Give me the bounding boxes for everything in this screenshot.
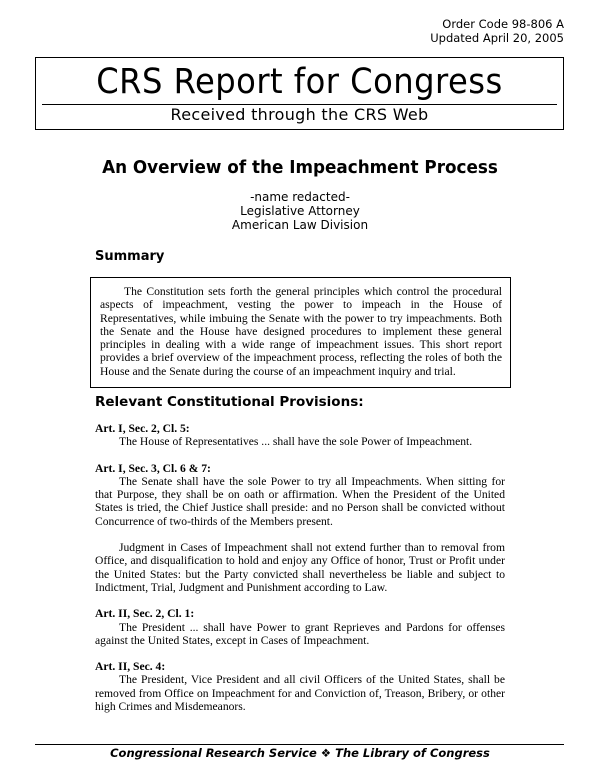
provision-item [95,462,505,595]
provision-item [95,660,505,713]
report-header-title: CRS Report for Congress [96,62,503,102]
provision-item [95,607,505,647]
provisions-heading: Relevant Constitutional Provisions: [95,394,364,410]
diamond-icon: ❖ [320,746,332,760]
updated-date: Updated April 20, 2005 [430,31,564,45]
report-header-box [35,57,564,130]
author-name: -name redacted- [250,190,350,204]
provisions-list [95,422,505,713]
summary-box [90,277,511,388]
provision-text: The House of Representatives ... shall have the sole Power of Impeachment. [119,435,473,449]
provision-label: Art. II, Sec. 2, Cl. 1: [95,607,195,621]
provision-item [95,422,505,449]
author-division: American Law Division [231,218,369,232]
provision-text: The President ... shall have Power to grant Reprieves and Pardons for offenses against the United States, except in Cases of Impeachment. [95,620,505,647]
provision-label: Art. I, Sec. 3, Cl. 6 & 7: [95,461,211,475]
summary-heading: Summary [95,249,165,264]
footer-left-text: Congressional Research Service [110,746,317,760]
footer-divider [35,744,564,745]
footer-right-text: The Library of Congress [335,746,490,760]
provision-label: Art. II, Sec. 4: [95,660,166,674]
provision-text: The Senate shall have the sole Power to try all Impeachments. When sitting for that Purpose, they shall be on oath or affirmation. When the President of the United States is tried, the Chief Justice shall preside: and no Person shall be convicted without Concurrence of two-thirds of the Members present. [95,474,505,528]
order-info [430,17,564,45]
report-header-subtitle: Received through the CRS Web [170,105,429,124]
page-footer [0,746,600,760]
summary-text: The Constitution sets forth the general principles which control the procedural aspects of impeachment, vesting the power to impeach in the House of Representatives, while imbuing the Senate with the power to try impeachments. Both the Senate and the House have designed procedures to implement these general principles in dealing with a wide range of impeachment issues. This short report provides a brief overview of the impeachment process, reflecting the roles of both the House and the Senate during the course of an impeachment inquiry and trial. [100,285,502,378]
provision-label: Art. I, Sec. 2, Cl. 5: [95,422,190,435]
provision-text: The President, Vice President and all civil Officers of the United States, shall be removed from Office on Impeachment for and Conviction of, Treason, Bribery, or other high Crimes and Misdemeanors. [95,673,505,714]
author-position: Legislative Attorney [240,204,360,218]
author-block [0,190,600,232]
provision-text: Judgment in Cases of Impeachment shall not extend further than to removal from Office, and disqualification to hold and enjoy any Office of honor, Trust or Profit under the United States: but the Party convicted shall nevertheless be liable and subject to Indictment, Trial, Judgment and Punishment according to Law. [95,541,505,594]
order-code: Order Code 98-806 A [442,17,564,31]
document-title: An Overview of the Impeachment Process [102,158,498,178]
